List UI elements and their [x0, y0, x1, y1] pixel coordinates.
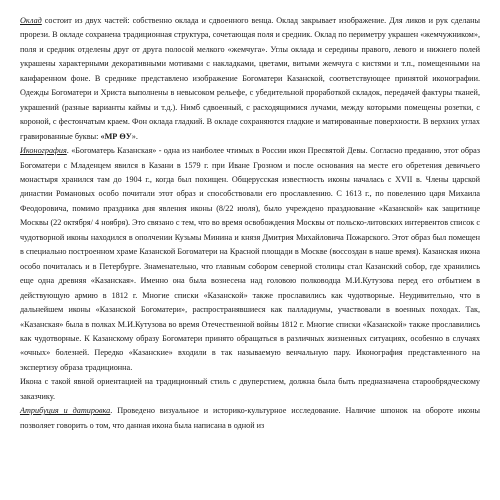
paragraph-style-text: Икона с такой явной ориентацией на традиционный стиль с двуперстием, должна была быть предназначена старообрядческому заказчику. — [20, 377, 480, 401]
paragraph-iconography — [20, 144, 480, 375]
paragraph-attribution-text: . Проведено визуальное и историко-культурное исследование. Наличие шпонок на обороте иконы позволяет говорить о том, что данная икона была написана в одной из — [20, 406, 480, 430]
paragraph-oklad-text: состоит из двух частей: собственно оклада и сдвоенного венца. Оклад закрывает изображение. Для ликов и рук сделаны прорези. В окладе сохранена традиционная структура, сочетающая поля и средник. Оклад по периметру украшен «жемчужником», поля и средник отделены друг от друга полосой мелкого «жемчуга». Углы оклада и середины правого, левого и нижнего полей украшены характерными декоративными мотивами с накладками, цветами, витыми жемчуга с кистями и т.п., помещенными на канфаренном фоне. В среднике представлено изображение Богоматери Казанской, соответствующее принятой иконографии. Одежды Богоматери и Христа выполнены в невысоком рельефе, с убедительной проработкой складок, передачей фактуры тканей, украшений (разные варианты каймы и т.д.). Нимб сдвоенный, с расходящимися лучами, между которыми помещены розетки, с короной, с фестончатым краем. Фон оклада гладкий. В окладе сохраняются гладкие и матированные поверхности. В верхних углах гравированные буквы: — [20, 16, 480, 141]
paragraph-attribution — [20, 404, 480, 433]
inscription-letters: «МР ΘУ — [100, 131, 132, 141]
paragraph-oklad — [20, 14, 480, 144]
term-attribution: Атрибуция и датировка — [20, 406, 111, 416]
term-oklad: Оклад — [20, 16, 42, 25]
paragraph-iconography-text: . «Богоматерь Казанская» - одна из наиболее чтимых в России икон Пресвятой Девы. Согласно преданию, этот образ Богоматери с Младенцем явился в Казани в 1579 г. при Иване Грозном и после основания на месте его обретения девичьего монастыря хранился там до 1904 г., когда был похищен. Общерусская известность иконы началась с XVII в. Члены царской династии Романовых особо почитали этот образ и способствовали его прославлению. С 1613 г., по повелению царя Михаила Феодоровича, помимо праздника дня явления иконы (8/22 июля), было учреждено празднование «Казанской» как защитнице Москвы (22 октября/ 4 ноября). Это связано с тем, что во время освобождения Москвы от польско-литовских интервентов список с чудотворной иконы находился в ополчении Кузьмы Минина и князя Дмитрия Михайловича Пожарского. Этот образ был помещен в специально построенном храме Казанской Богоматери на Красной площади в Москве (воссоздан в наше время). Казанская икона особо почиталась и в Петербурге. Знаменательно, что главным собором северной столицы стал Казанский собор, где хранились еще одна древняя «Казанская». Именно она была вознесена над головою полководца М.И.Кутузова перед его отбытием в действующую армию в 1812 г. Многие списки «Казанской» также прославились как чудотворные. Неудивительно, что в дальнейшем иконы «Казанской Богоматери», распространявшиеся как палладиумы, участвовали в военных походах. Так, «Казанская» была в полках М.И.Кутузова во время Отечественной войны 1812 г. Многие списки «Казанской» также прославились как чудотворные. К Казанскому образу Богоматери принято обращаться в различных жизненных ситуациях, особенно в случаях «очных» болезней. Передко «Казанские» входили в так называемую венчальную пару. Иконография представленного на экспертизу образа традиционна. — [20, 146, 480, 372]
term-iconography: Иконография — [20, 146, 67, 156]
paragraph-style — [20, 375, 480, 404]
paragraph-oklad-end: ». — [131, 131, 138, 141]
